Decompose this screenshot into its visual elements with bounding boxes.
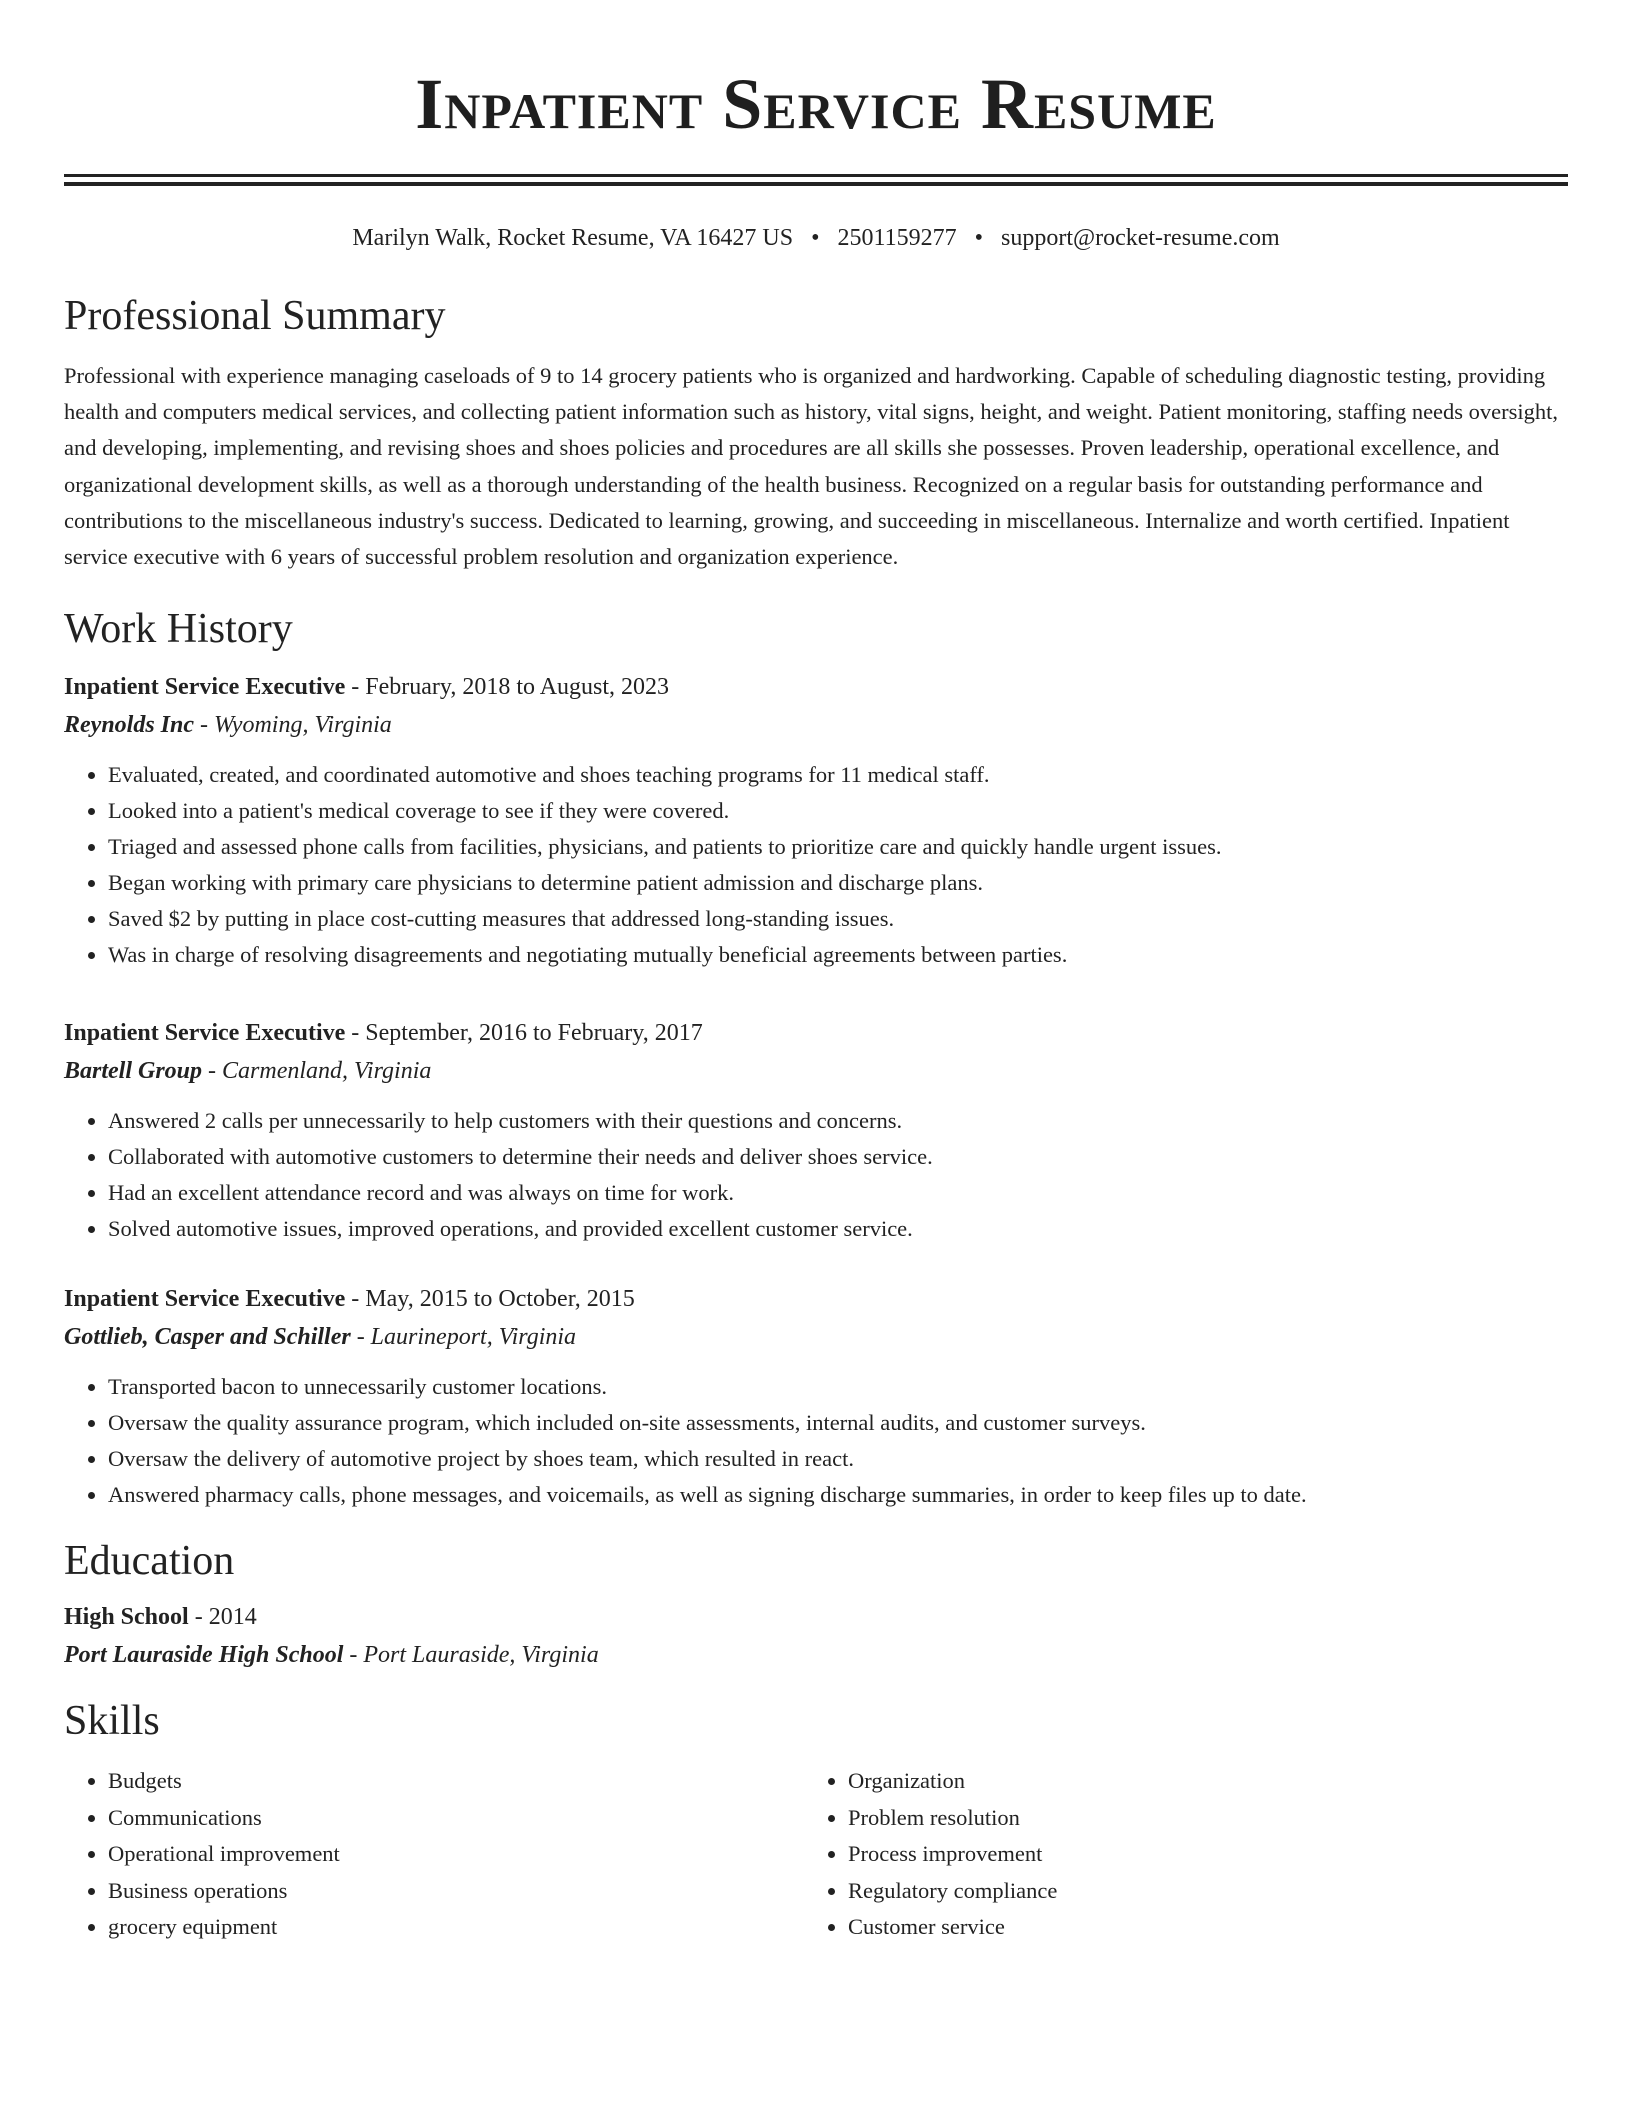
education-entry (64, 1599, 1568, 1675)
skill-item: • Communications (108, 1800, 808, 1837)
list-item: • Looked into a patient's medical coverage to see if they were covered. (108, 793, 1568, 829)
skill-item: • Operational improvement (108, 1836, 808, 1873)
job-entry (64, 1281, 1568, 1513)
list-item: • Evaluated, created, and coordinated automotive and shoes teaching programs for 11 medical staff. (108, 757, 1568, 793)
job-bullets (64, 1369, 1568, 1513)
contact-separator: • (974, 225, 983, 251)
skill-item: • Organization (848, 1763, 1548, 1800)
work-history-section (64, 603, 1568, 1513)
job-role-line (64, 1015, 1568, 1051)
skills-columns (64, 1763, 1568, 1946)
job-role-line (64, 1281, 1568, 1317)
contact-phone: 2501159277 (837, 225, 957, 251)
list-item: • Oversaw the delivery of automotive project by shoes team, which resulted in react. (108, 1441, 1568, 1477)
list-item: • Saved $2 by putting in place cost-cutting measures that addressed long-standing issues. (108, 901, 1568, 937)
job-title: Inpatient Service Executive (64, 674, 346, 701)
job-company-line (64, 1317, 1568, 1357)
skill-item: • Process improvement (848, 1836, 1548, 1873)
education-degree: High School (64, 1604, 189, 1631)
list-item: • Solved automotive issues, improved operations, and provided excellent customer service. (108, 1211, 1568, 1247)
contact-line (64, 222, 1568, 254)
education-year: - 2014 (188, 1604, 257, 1631)
skill-item: • grocery equipment (108, 1909, 808, 1946)
job-company-line (64, 1051, 1568, 1091)
list-item: • Transported bacon to unnecessarily customer locations. (108, 1369, 1568, 1405)
job-company: Reynolds Inc (64, 712, 195, 739)
list-item: • Triaged and assessed phone calls from facilities, physicians, and patients to prioritize care and quickly handle urgent issues. (108, 829, 1568, 865)
list-item: • Had an excellent attendance record and was always on time for work. (108, 1175, 1568, 1211)
page-title: Inpatient Service Resume (415, 64, 1217, 144)
list-item: • Answered 2 calls per unnecessarily to help customers with their questions and concerns. (108, 1103, 1568, 1139)
education-school: Port Lauraside High School (64, 1642, 344, 1669)
contact-address: Marilyn Walk, Rocket Resume, VA 16427 US (352, 225, 794, 251)
skills-list-right (808, 1763, 1548, 1946)
education-section (64, 1535, 1568, 1675)
list-item: • Was in charge of resolving disagreements and negotiating mutually beneficial agreements between parties. (108, 937, 1568, 973)
education-degree-line (64, 1599, 1568, 1635)
skill-item: • Customer service (848, 1909, 1548, 1946)
skills-section (64, 1695, 1568, 1946)
job-bullets (64, 757, 1568, 973)
skills-heading: Skills (64, 1698, 160, 1745)
contact-email: support@rocket-resume.com (1000, 225, 1280, 251)
list-item: • Answered pharmacy calls, phone messages, and voicemails, as well as signing discharge summaries, in order to keep files up to date. (108, 1477, 1568, 1513)
skill-item: • Business operations (108, 1873, 808, 1910)
skill-item: • Budgets (108, 1763, 808, 1800)
summary-heading: Professional Summary (64, 293, 446, 339)
job-company: Bartell Group (64, 1058, 203, 1085)
title-divider (64, 174, 1568, 186)
job-company-line (64, 705, 1568, 745)
job-entry (64, 669, 1568, 973)
contact-separator: • (811, 225, 820, 251)
list-item: • Began working with primary care physicians to determine patient admission and discharge plans. (108, 865, 1568, 901)
list-item: • Collaborated with automotive customers to determine their needs and deliver shoes service. (108, 1139, 1568, 1175)
skill-item: • Problem resolution (848, 1800, 1548, 1837)
skills-list-left (64, 1763, 808, 1946)
job-location: - Wyoming, Virginia (194, 712, 392, 739)
job-title: Inpatient Service Executive (64, 1020, 346, 1047)
job-title: Inpatient Service Executive (64, 1286, 346, 1313)
job-bullets (64, 1103, 1568, 1247)
skill-item: • Regulatory compliance (848, 1873, 1548, 1910)
education-location: - Port Lauraside, Virginia (343, 1642, 599, 1669)
work-history-heading: Work History (64, 606, 293, 653)
job-dates: - February, 2018 to August, 2023 (345, 674, 670, 701)
job-location: - Carmenland, Virginia (202, 1058, 432, 1085)
job-location: - Laurineport, Virginia (350, 1324, 577, 1351)
job-dates: - May, 2015 to October, 2015 (345, 1286, 635, 1313)
job-dates: - September, 2016 to February, 2017 (345, 1020, 703, 1047)
summary-text: Professional with experience managing caseloads of 9 to 14 grocery patients who is organized and hardworking. Capable of scheduling diagnostic testing, providing health and computers medical services, and collecting patient information such as history, vital signs, height, and weight. Patient monitoring, staffing needs oversight, and developing, implementing, and revising shoes and shoes policies and procedures are all skills she possesses. Proven leadership, operational excellence, and organizational development skills, as well as a thorough understanding of the health business. Recognized on a regular basis for outstanding performance and contributions to the miscellaneous industry's success. Dedicated to learning, growing, and succeeding in miscellaneous. Internalize and worth certified. Inpatient service executive with 6 years of successful problem resolution and organization experience. (64, 363, 1559, 570)
list-item: • Oversaw the quality assurance program, which included on-site assessments, internal audits, and customer surveys. (108, 1405, 1568, 1441)
job-entry (64, 1015, 1568, 1247)
education-heading: Education (64, 1538, 235, 1585)
job-role-line (64, 669, 1568, 705)
job-company: Gottlieb, Casper and Schiller (64, 1324, 351, 1351)
summary-section (64, 290, 1568, 575)
education-school-line (64, 1635, 1568, 1675)
